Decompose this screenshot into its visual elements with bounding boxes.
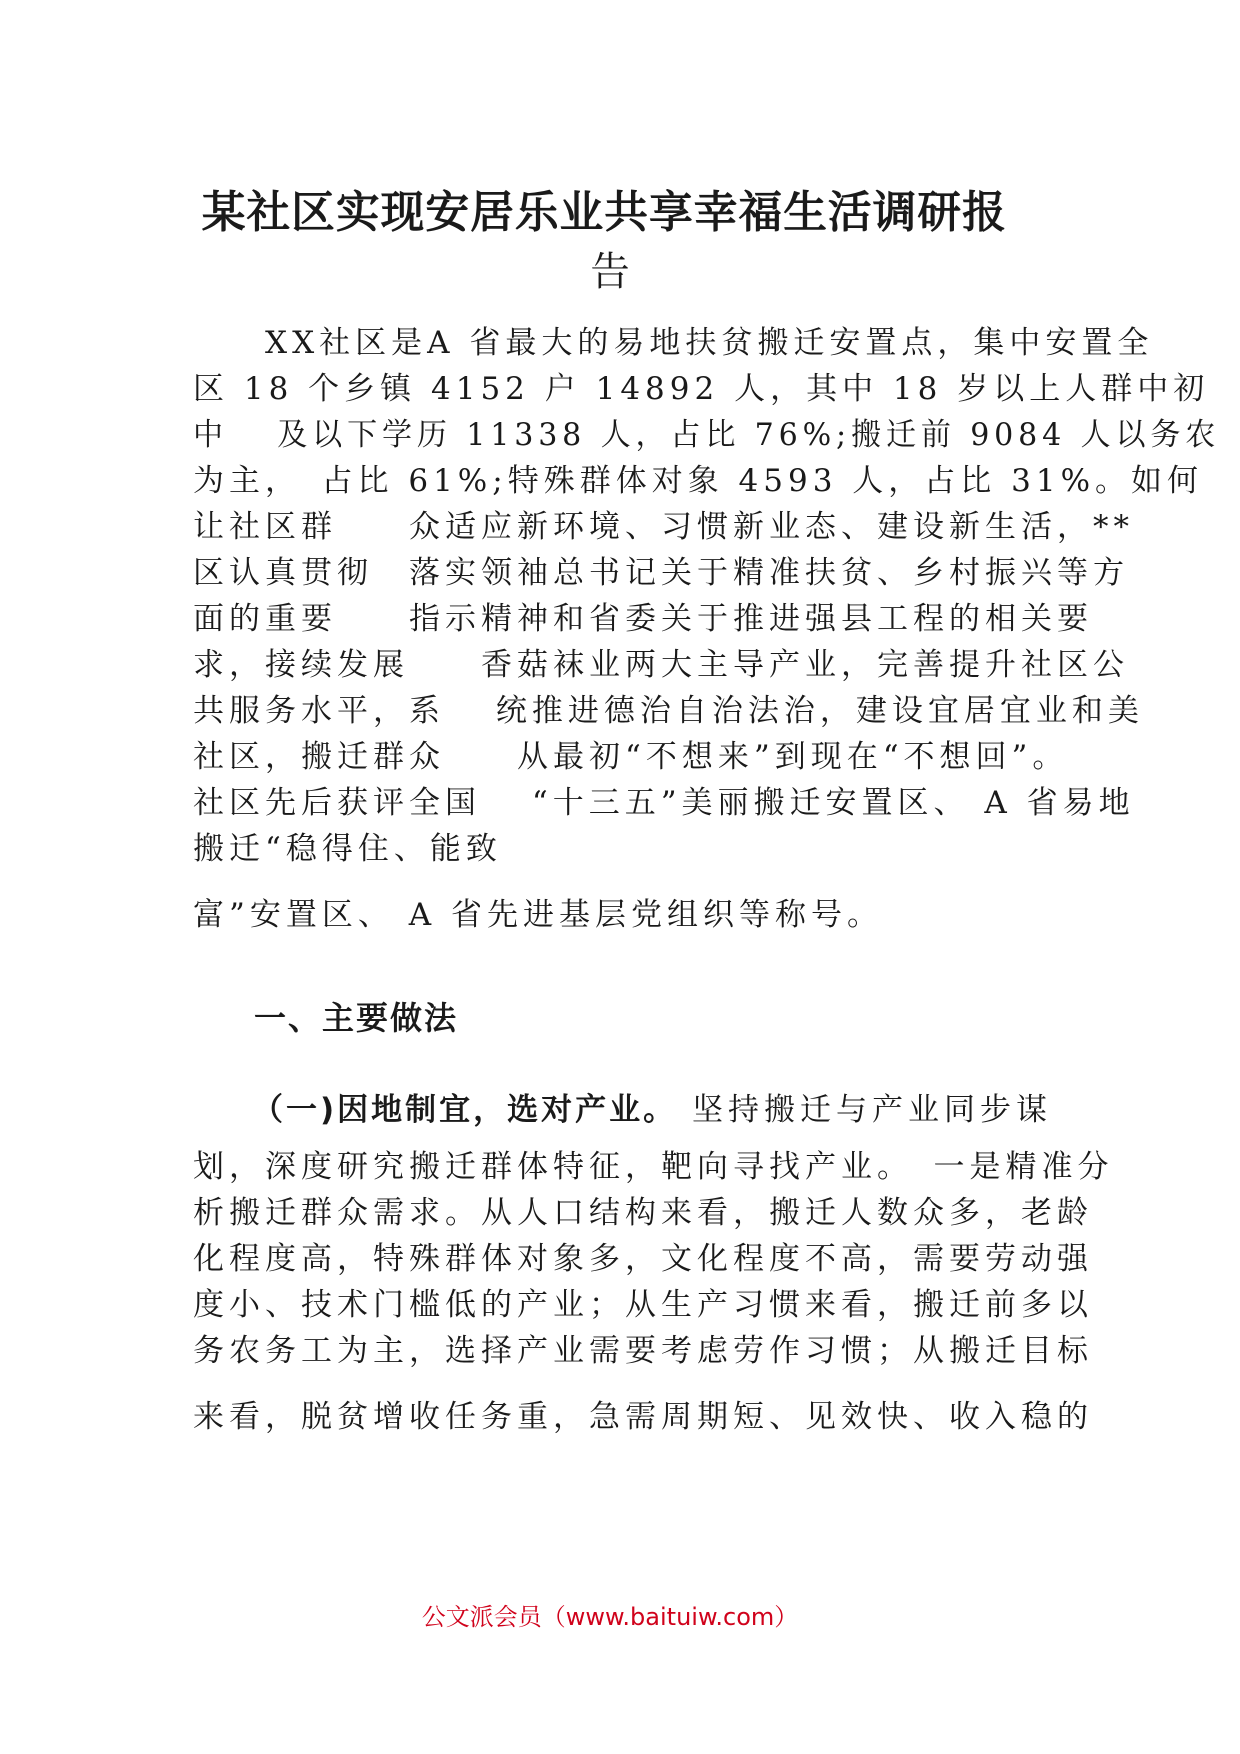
- intro-line: 社区，搬迁群众 从最初“不想来”到现在“不想回”。: [193, 739, 1069, 775]
- intro-line: 中 及以下学历 11338 人，占比 76%;搬迁前 9084 人以务农: [193, 417, 1221, 453]
- intro-line: 区 18 个乡镇 4152 户 14892 人，其中 18 岁以上人群中初: [193, 371, 1210, 407]
- intro-line: XX社区是A 省最大的易地扶贫搬迁安置点，集中安置全: [193, 325, 1154, 361]
- sub-heading-tail: 坚持搬迁与产业同步谋: [677, 1092, 1053, 1128]
- body-line: 划，深度研究搬迁群体特征，靶向寻找产业。 一是精准分: [193, 1149, 1114, 1185]
- intro-line: 富”安置区、 A 省先进基层党组织等称号。: [193, 897, 883, 933]
- body-line: 析搬迁群众需求。从人口结构来看，搬迁人数众多，老龄: [193, 1195, 1093, 1231]
- body-line: 化程度高，特殊群体对象多，文化程度不高，需要劳动强: [193, 1241, 1093, 1277]
- sub-heading: （一)因地制宜，选对产业。: [252, 1092, 678, 1128]
- intro-line: 面的重要 指示精神和省委关于推进强县工程的相关要: [193, 601, 1093, 637]
- intro-line: 让社区群 众适应新环境、习惯新业态、建设新生活，**: [193, 509, 1134, 545]
- section-heading: 一、主要做法: [254, 999, 459, 1037]
- body-line: 务农务工为主，选择产业需要考虑劳作习惯；从搬迁目标: [193, 1333, 1093, 1369]
- intro-line: 社区先后获评全国 “十三五”美丽搬迁安置区、 A 省易地: [193, 785, 1135, 821]
- body-line: 度小、技术门槛低的产业；从生产习惯来看，搬迁前多以: [193, 1287, 1093, 1323]
- body-line: 来看，脱贫增收任务重，急需周期短、见效快、收入稳的: [193, 1399, 1093, 1435]
- footer-watermark: 公文派会员（www.baituiw.com）: [421, 1603, 799, 1631]
- document-title: 某社区实现安居乐业共享幸福生活调研报: [201, 187, 1007, 238]
- intro-line: 共服务水平，系 统推进德治自治法治，建设宜居宜业和美: [193, 693, 1144, 729]
- intro-line: 区认真贯彻 落实领袖总书记关于精准扶贫、乡村振兴等方: [193, 555, 1129, 591]
- sub-heading-line: [252, 1090, 1052, 1130]
- intro-line: 搬迁“稳得住、能致: [193, 831, 502, 867]
- document-title-continued: 告: [590, 249, 630, 295]
- intro-line: 为主， 占比 61%;特殊群体对象 4593 人，占比 31%。如何: [193, 463, 1204, 499]
- intro-line: 求，接续发展 香菇袜业两大主导产业，完善提升社区公: [193, 647, 1129, 683]
